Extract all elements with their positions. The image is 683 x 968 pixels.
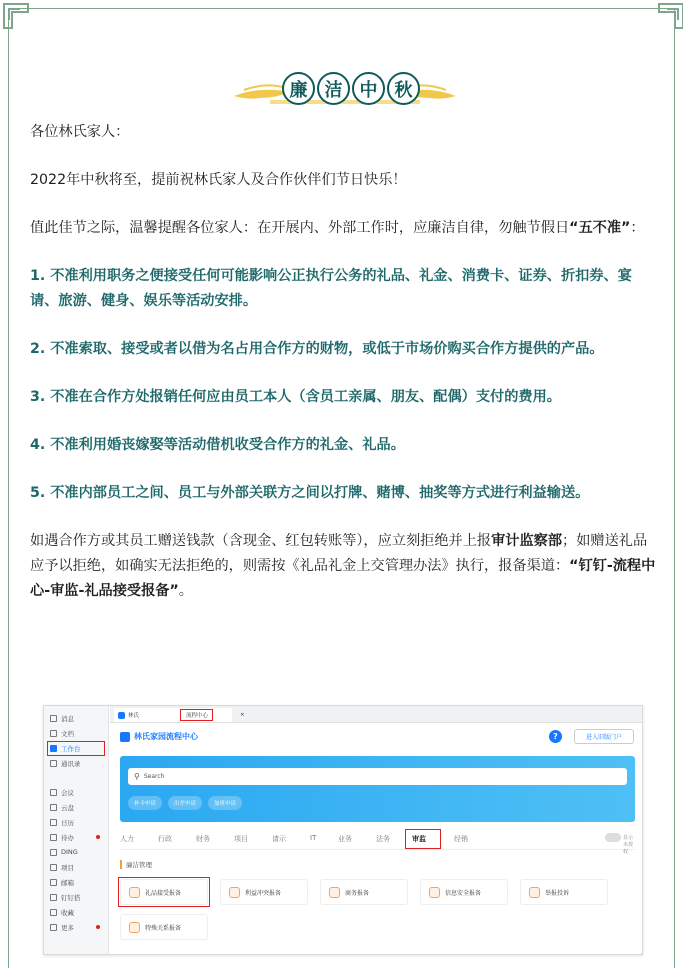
title-char: 廉: [282, 72, 315, 105]
frame-corner-ornament: [2, 2, 28, 28]
rule-item: 1. 不准利用职务之便接受任何可能影响公正执行公务的礼品、礼金、消费卡、证券、折扣券、宴请、旅游、健身、娱乐等活动安排。: [30, 268, 632, 309]
sidebar-item-label: 日历: [61, 818, 74, 827]
app-logo-icon: [118, 712, 125, 719]
show-unauthorized-toggle[interactable]: [605, 833, 621, 842]
card-business-report[interactable]: [320, 879, 408, 905]
sidebar-item-label: 更多: [61, 923, 74, 932]
title-banner: [230, 68, 460, 112]
letter-body: [30, 120, 656, 627]
category-tab[interactable]: 人力: [120, 835, 134, 843]
sidebar-item-label: 通讯录: [61, 759, 81, 768]
category-tab[interactable]: 业务: [338, 835, 352, 843]
sidebar-item-label: 工作台: [61, 744, 81, 753]
card-infosec-report[interactable]: [420, 879, 508, 905]
reminder-paragraph: [30, 216, 656, 241]
category-tab[interactable]: 行政: [158, 835, 172, 843]
more-icon: [50, 924, 57, 931]
rule-item: 2. 不准索取、接受或者以借为名占用合作方的财物，或低于市场价购买合作方提供的产品。: [30, 341, 604, 357]
highlight-box: [47, 741, 105, 756]
intro-paragraph: 2022年中秋将至，提前祝林氏家人及合作伙伴们节日快乐！: [30, 172, 407, 188]
sidebar-item-meetings[interactable]: [50, 786, 104, 798]
todo-icon: [50, 834, 57, 841]
category-tab[interactable]: 请示: [272, 835, 286, 843]
closing-text: ；如赠送礼品应予以拒绝，如确实无法拒绝的，则需按《礼品礼金上交管理办法》执行，报备渠道：: [30, 533, 648, 574]
sidebar-item-label: 消息: [61, 714, 74, 723]
card-complaint[interactable]: [520, 879, 608, 905]
chip-overtime[interactable]: 加班申请: [208, 796, 242, 810]
build-icon: [50, 894, 57, 901]
highlight-box: [405, 829, 441, 849]
sidebar-item-label: 钉钉搭: [61, 893, 81, 902]
contacts-icon: [50, 760, 57, 767]
calendar-icon: [50, 819, 57, 826]
rule-item: 3. 不准在合作方处报销任何应由员工本人（含员工亲属、朋友、配偶）支付的费用。: [30, 389, 561, 405]
page-title: [120, 731, 198, 742]
category-tab[interactable]: IT: [310, 834, 317, 842]
sidebar-item-calendar[interactable]: [50, 816, 104, 828]
category-tabs: [120, 828, 635, 855]
chip-business-trip[interactable]: 出差申请: [168, 796, 202, 810]
portal-button[interactable]: 进入旧版门户: [574, 729, 634, 744]
search-hero: [120, 756, 635, 822]
title-char: 中: [352, 72, 385, 105]
sidebar: [44, 706, 109, 955]
tab-label: 流程中心: [186, 713, 209, 719]
frame-corner-ornament: [655, 2, 681, 28]
search-placeholder: Search: [143, 773, 165, 780]
sidebar-item-label: 收藏: [61, 908, 74, 917]
title-char: 秋: [387, 72, 420, 105]
tab-bar: [110, 706, 642, 723]
card-conflict-report[interactable]: [220, 879, 308, 905]
document-icon: [50, 730, 57, 737]
meeting-icon: [50, 789, 57, 796]
tab-linshi[interactable]: [114, 708, 232, 722]
star-icon: [50, 909, 57, 916]
process-center-logo-icon: [120, 732, 130, 742]
cloud-icon: [50, 804, 57, 811]
greeting: 各位林氏家人：: [30, 124, 130, 140]
highlight-box: [180, 709, 213, 721]
card-label: 利益冲突报备: [245, 889, 282, 897]
todo-badge: [96, 835, 100, 839]
help-icon[interactable]: ?: [549, 730, 562, 743]
dingtalk-screenshot: [43, 705, 643, 955]
sidebar-item-label: DING: [61, 848, 78, 856]
search-icon: ⚲: [134, 772, 140, 781]
sidebar-item-ding[interactable]: [50, 846, 104, 858]
sidebar-item-label: 文档: [61, 729, 74, 738]
chip-card-supplement[interactable]: 补卡申请: [128, 796, 162, 810]
card-label: 礼品接受报备: [145, 889, 182, 897]
report-channel: “钉钉-流程中心-审监-礼品接受报备”: [30, 558, 656, 599]
category-tab[interactable]: 经销: [454, 835, 468, 843]
close-icon[interactable]: ×: [240, 712, 245, 718]
sidebar-item-projects[interactable]: [50, 861, 104, 873]
reminder-text: 值此佳节之际，温馨提醒各位家人：在开展内、外部工作时，应廉洁自律，勿触节假日: [30, 220, 570, 236]
complaint-icon: [529, 887, 540, 898]
sidebar-item-docs[interactable]: [50, 727, 104, 739]
more-badge: [96, 925, 100, 929]
highlight-box: [118, 877, 210, 907]
tab-label: 林氏: [128, 713, 140, 719]
category-tab-active[interactable]: 审监: [412, 835, 426, 843]
card-label: 商务报备: [345, 889, 370, 897]
card-label: 举报投诉: [545, 889, 570, 897]
conflict-icon: [229, 887, 240, 898]
message-icon: [50, 715, 57, 722]
sidebar-item-contacts[interactable]: [50, 757, 104, 769]
closing-paragraph: [30, 529, 656, 604]
section-label: 廉洁管理: [120, 860, 152, 869]
five-rules-label: “五不准”: [569, 220, 631, 236]
search-input[interactable]: [128, 768, 627, 785]
toggle-label: 显示未授权: [623, 835, 634, 855]
closing-text: 如遇合作方或其员工赠送钱款（含现金、红包转账等），应立刻拒绝并上报: [30, 533, 492, 549]
card-label: 特殊关系报备: [145, 924, 182, 932]
sidebar-item-cloud[interactable]: [50, 801, 104, 813]
page-title-text: 林氏家园流程中心: [134, 732, 198, 741]
category-tab[interactable]: 项目: [234, 835, 248, 843]
rule-item: 4. 不准利用婚丧嫁娶等活动借机收受合作方的礼金、礼品。: [30, 437, 405, 453]
sidebar-item-messages[interactable]: [50, 712, 104, 724]
rule-item: 5. 不准内部员工之间、员工与外部关联方之间以打牌、赌博、抽奖等方式进行利益输送。: [30, 485, 590, 501]
ding-icon: [50, 849, 57, 856]
category-tab[interactable]: 法务: [376, 835, 390, 843]
sidebar-item-label: 待办: [61, 833, 74, 842]
card-label: 信息安全报备: [445, 889, 482, 897]
sidebar-item-mail[interactable]: [50, 876, 104, 888]
mail-icon: [50, 879, 57, 886]
audit-department: 审计监察部: [491, 533, 563, 549]
sidebar-item-label: 项目: [61, 863, 74, 872]
project-icon: [50, 864, 57, 871]
sidebar-item-label: 云盘: [61, 803, 74, 812]
sidebar-item-favorites[interactable]: [50, 906, 104, 918]
title-char: 洁: [317, 72, 350, 105]
card-special-relation-report[interactable]: [120, 914, 208, 940]
category-tab[interactable]: 财务: [196, 835, 210, 843]
sidebar-item-label: 邮箱: [61, 878, 74, 887]
sidebar-item-label: 会议: [61, 788, 74, 797]
reminder-colon: ：: [630, 220, 645, 236]
app-header: [110, 723, 642, 751]
relation-icon: [129, 922, 140, 933]
closing-text: 。: [178, 583, 193, 599]
business-icon: [329, 887, 340, 898]
sidebar-item-builder[interactable]: [50, 891, 104, 903]
security-icon: [429, 887, 440, 898]
